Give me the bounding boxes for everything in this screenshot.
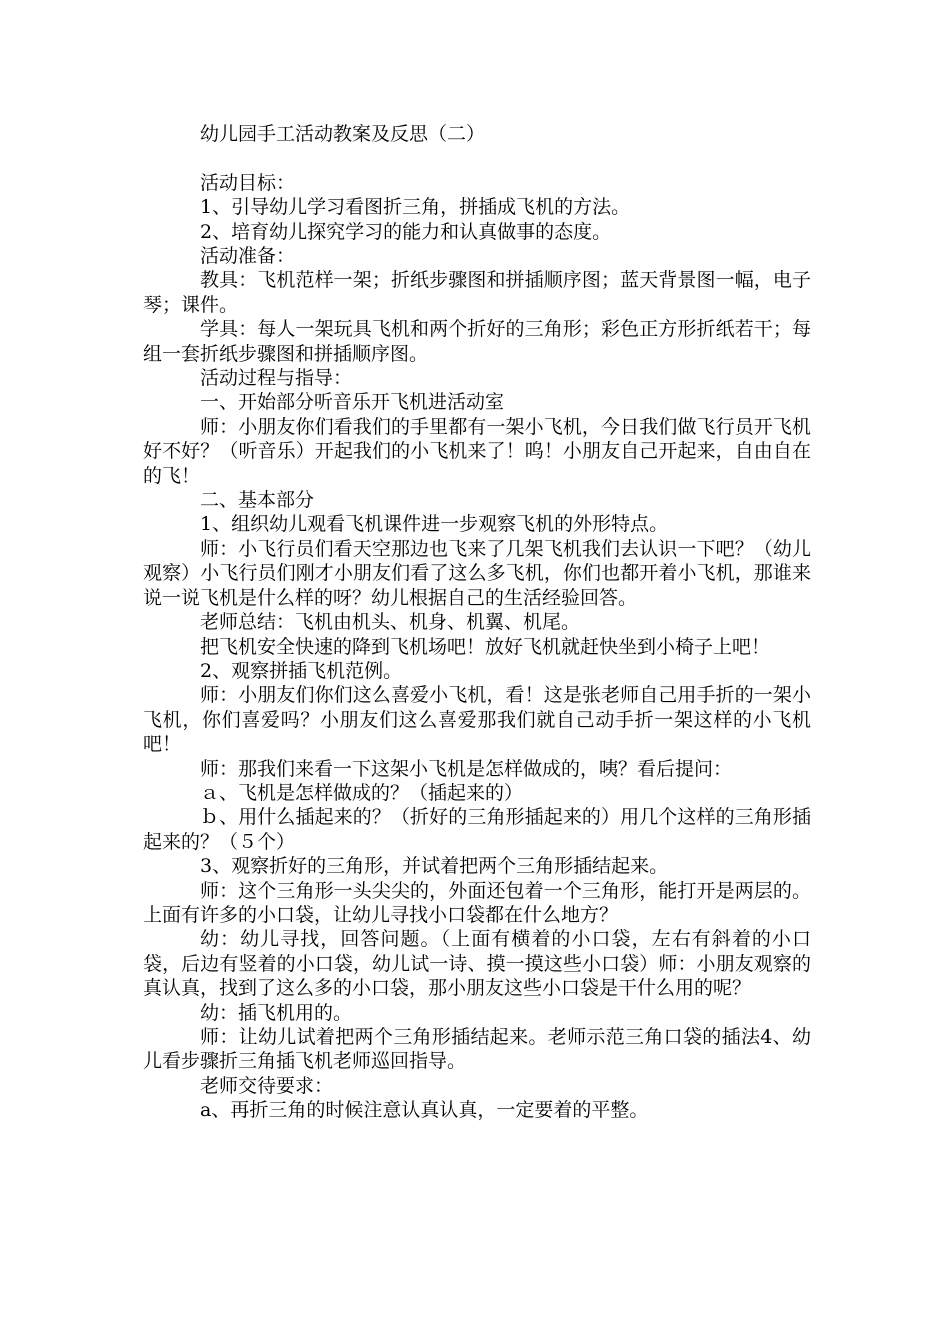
paragraph: 师：让幼儿试着把两个三角形插结起来。老师示范三角口袋的插法4、幼儿看步骤折三角插飞机老师巡回指导。 bbox=[143, 1026, 811, 1073]
document-body bbox=[143, 122, 811, 1123]
paragraph: 1、引导幼儿学习看图折三角，拼插成飞机的方法。 bbox=[200, 196, 631, 219]
paragraph: 幼：幼儿寻找，回答问题。（上面有横着的小口袋，左右有斜着的小口袋，后边有竖着的小口袋，幼儿试一诗、摸一摸这些小口袋）师：小朋友观察的真认真，找到了这么多的小口袋，那小朋友这些小口袋是干什么用的呢？ bbox=[143, 928, 811, 1000]
paragraph: 活动过程与指导： bbox=[200, 367, 353, 390]
document-title: 幼儿园手工活动教案及反思（二） bbox=[200, 123, 486, 145]
paragraph: 学具：每人一架玩具飞机和两个折好的三角形；彩色正方形折纸若干；每组一套折纸步骤图和拼插顺序图。 bbox=[143, 318, 811, 365]
paragraph: 活动准备： bbox=[200, 245, 296, 268]
paragraph: 师：小飞行员们看天空那边也飞来了几架飞机我们去认识一下吧？（幼儿观察）小飞行员们刚才小朋友们看了这么多飞机，你们也都开着小飞机，那谁来说一说飞机是什么样的呀？幼儿根据自己的生活经验回答。 bbox=[143, 537, 811, 609]
paragraph: 3、观察折好的三角形，并试着把两个三角形插结起来。 bbox=[200, 855, 669, 878]
paragraph: 活动目标： bbox=[200, 171, 296, 194]
paragraph: 教具：飞机范样一架；折纸步骤图和拼插顺序图；蓝天背景图一幅，电子琴；课件。 bbox=[143, 269, 811, 316]
paragraph: a、再折三角的时候注意认真认真，一定要着的平整。 bbox=[200, 1099, 649, 1122]
paragraph: 老师交待要求： bbox=[200, 1074, 334, 1097]
paragraph: ｂ、用什么插起来的？（折好的三角形插起来的）用几个这样的三角形插起来的？（５个） bbox=[143, 806, 811, 853]
paragraph: 把飞机安全快速的降到飞机场吧！放好飞机就赶快坐到小椅子上吧！ bbox=[200, 635, 771, 658]
paragraph: ａ、飞机是怎样做成的？（插起来的） bbox=[200, 781, 524, 804]
paragraph: 2、培育幼儿探究学习的能力和认真做事的态度。 bbox=[200, 220, 612, 243]
paragraph: 2、观察拼插飞机范例。 bbox=[200, 659, 403, 682]
paragraph: 幼：插飞机用的。 bbox=[200, 1001, 353, 1024]
paragraph: 1、组织幼儿观看飞机课件进一步观察飞机的外形特点。 bbox=[200, 513, 669, 536]
paragraph: 一、开始部分听音乐开飞机进活动室 bbox=[200, 391, 505, 414]
paragraph: 老师总结：飞机由机头、机身、机翼、机尾。 bbox=[200, 611, 581, 634]
paragraph: 师：这个三角形一头尖尖的，外面还包着一个三角形，能打开是两层的。上面有许多的小口袋，让幼儿寻找小口袋都在什么地方？ bbox=[143, 879, 811, 926]
paragraph: 二、基本部分 bbox=[200, 489, 315, 512]
paragraph: 师：小朋友你们看我们的手里都有一架小飞机，今日我们做飞行员开飞机好不好？（听音乐）开起我们的小飞机来了！呜！小朋友自己开起来，自由自在的飞！ bbox=[143, 415, 811, 487]
paragraph: 师：小朋友们你们这么喜爱小飞机，看！这是张老师自己用手折的一架小飞机，你们喜爱吗？小朋友们这么喜爱那我们就自己动手折一架这样的小飞机吧！ bbox=[143, 684, 811, 756]
paragraph: 师：那我们来看一下这架小飞机是怎样做成的，咦？看后提问： bbox=[200, 757, 733, 780]
